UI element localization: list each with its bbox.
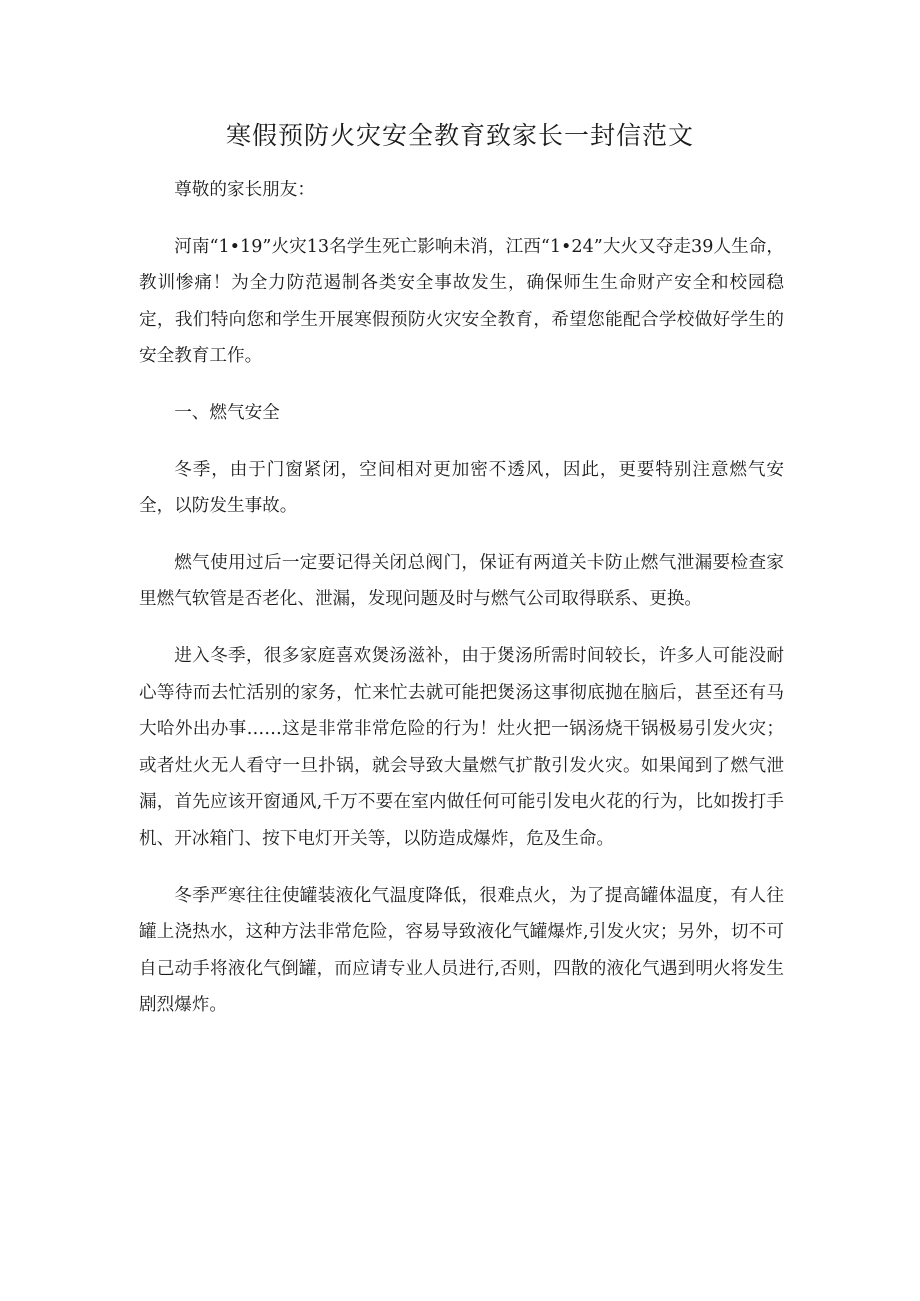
salutation: 尊敬的家长朋友： bbox=[174, 180, 315, 200]
paragraph-lpg-tank: 冬季严寒往往使罐装液化气温度降低，很难点火，为了提高罐体温度，有人往罐上浇热水，这种方法非常危险，容易导致液化气罐爆炸,引发火灾；另外，切不可自己动手将液化气倒罐，而应请专业人员进行,否则，四散的液化气遇到明火将发生剧烈爆炸。 bbox=[139, 885, 784, 1016]
page-title: 寒假预防火灾安全教育致家长一封信范文 bbox=[225, 121, 694, 150]
intro-paragraph: 河南“1•19”火灾13名学生死亡影响未消，江西“1•24”大火又夺走39人生命，教训惨痛！为全力防范遏制各类安全事故发生，确保师生生命财产安全和校园稳定，我们特向您和学生开展寒假预防火灾安全教育，希望您能配合学校做好学生的安全教育工作。 bbox=[139, 236, 784, 367]
paragraph-soup-cooking: 进入冬季，很多家庭喜欢煲汤滋补，由于煲汤所需时间较长，许多人可能没耐心等待而去忙活别的家务，忙来忙去就可能把煲汤这事彻底抛在脑后，甚至还有马大哈外出办事……这是非常非常危险的行为！灶火把一锅汤烧干锅极易引发火灾；或者灶火无人看守一旦扑锅，就会导致大量燃气扩散引发火灾。如果闻到了燃气泄漏，首先应该开窗通风,千万不要在室内做任何可能引发电火花的行为，比如拨打手机、开冰箱门、按下电灯开关等，以防造成爆炸，危及生命。 bbox=[139, 645, 784, 849]
paragraph-valve: 燃气使用过后一定要记得关闭总阀门，保证有两道关卡防止燃气泄漏要检查家里燃气软管是否老化、泄漏，发现问题及时与燃气公司取得联系、更换。 bbox=[139, 552, 784, 610]
letter-body bbox=[139, 172, 784, 1044]
paragraph-winter-gas: 冬季，由于门窗紧闭，空间相对更加密不透风，因此，更要特别注意燃气安全，以防发生事故。 bbox=[139, 459, 784, 517]
section-heading-gas-safety: 一、燃气安全 bbox=[174, 402, 280, 423]
